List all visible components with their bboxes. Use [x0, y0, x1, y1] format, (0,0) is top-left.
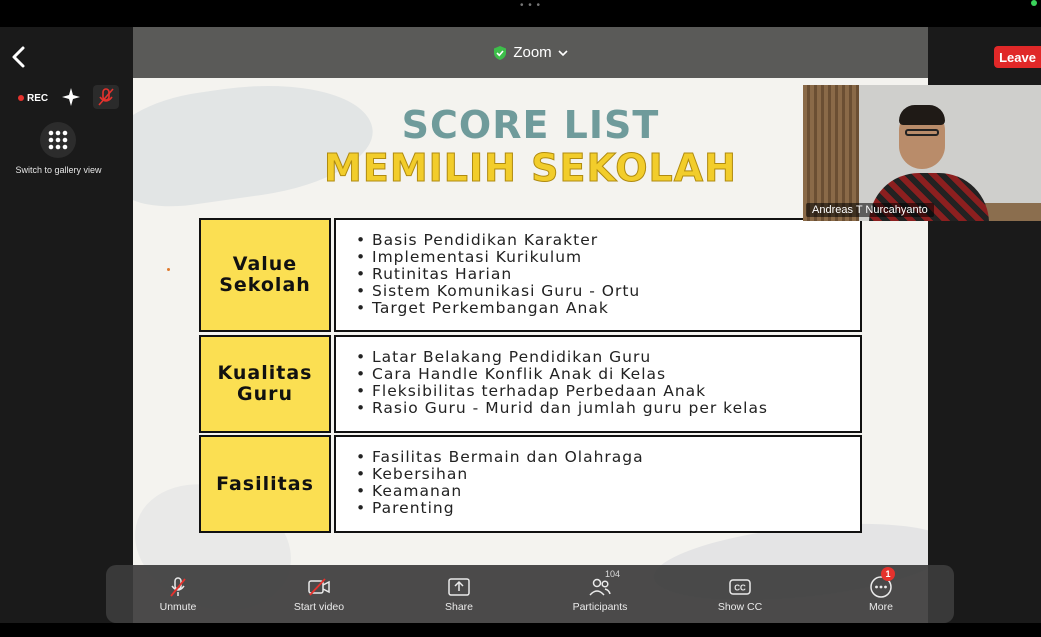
start-video-button[interactable] [274, 565, 364, 623]
closed-caption-icon [728, 575, 752, 599]
share-label: Share [444, 601, 474, 613]
rec-label: REC [27, 92, 49, 104]
participants-count: 104 [605, 569, 621, 579]
unmute-label: Unmute [159, 601, 197, 613]
shield-check-icon [493, 45, 507, 61]
share-screen-icon [447, 575, 471, 599]
criteria-item: • Kebersihan [356, 466, 860, 483]
chevron-down-icon [558, 49, 568, 57]
row-criteria-box [334, 218, 862, 332]
slide-subtitle: MEMILIH SEKOLAH [324, 146, 737, 190]
criteria-item: • Implementasi Kurikulum [356, 249, 860, 266]
show-cc-button[interactable] [695, 565, 785, 623]
criteria-item: • Fleksibilitas terhadap Perbedaan Anak [356, 383, 860, 400]
ai-companion-button[interactable] [60, 86, 82, 108]
shelf-background [983, 203, 1041, 221]
participants-label: Participants [572, 601, 628, 613]
svg-text:CC: CC [734, 583, 746, 593]
recording-indicator[interactable] [18, 88, 56, 108]
top-handle-icon: • • • [520, 0, 542, 11]
sparkle-icon [60, 86, 82, 108]
show-cc-label: Show CC [717, 601, 763, 613]
speaker-glasses [905, 129, 939, 136]
meeting-title-bar[interactable] [133, 27, 928, 78]
criteria-item: • Target Perkembangan Anak [356, 300, 860, 317]
participants-icon [588, 569, 621, 599]
criteria-item: • Cara Handle Konflik Anak di Kelas [356, 366, 860, 383]
criteria-item: • Basis Pendidikan Karakter [356, 232, 860, 249]
participants-button[interactable] [555, 565, 645, 623]
score-row [199, 218, 862, 332]
gallery-view-label: Switch to gallery view [15, 165, 102, 175]
gallery-view-button[interactable] [40, 122, 76, 158]
row-criteria-box [334, 435, 862, 533]
meeting-toolbar [106, 565, 954, 623]
score-row [199, 335, 862, 433]
more-options-icon [869, 569, 893, 599]
active-indicator-icon [1031, 0, 1037, 6]
muted-mic-indicator[interactable] [93, 85, 119, 109]
criteria-item: • Sistem Komunikasi Guru - Ortu [356, 283, 860, 300]
more-button[interactable] [836, 565, 926, 623]
row-category: Fasilitas [199, 435, 331, 533]
speaker-video-tile[interactable] [803, 85, 1041, 221]
unmute-button[interactable] [133, 565, 223, 623]
wood-panel-background [803, 85, 859, 221]
back-button[interactable] [8, 44, 30, 70]
leave-button[interactable]: Leave [994, 46, 1041, 68]
criteria-item: • Keamanan [356, 483, 860, 500]
meeting-title: Zoom [513, 44, 552, 61]
criteria-item: • Latar Belakang Pendidikan Guru [356, 349, 860, 366]
bottom-strip [0, 623, 1041, 637]
chevron-left-icon [8, 44, 30, 70]
criteria-item: • Rasio Guru - Murid dan jumlah guru per kelas [356, 400, 860, 417]
criteria-item: • Rutinitas Harian [356, 266, 860, 283]
notification-badge: 1 [881, 567, 895, 581]
score-row [199, 435, 862, 533]
criteria-item: • Parenting [356, 500, 860, 517]
status-strip [0, 0, 1041, 27]
criteria-item: • Fasilitas Bermain dan Olahraga [356, 449, 860, 466]
more-label: More [869, 601, 893, 613]
row-category: Value Sekolah [199, 218, 331, 332]
decorative-dot [167, 268, 170, 271]
start-video-label: Start video [293, 601, 345, 613]
share-button[interactable] [414, 565, 504, 623]
mic-off-icon [93, 85, 119, 109]
slide-title: SCORE LIST [401, 103, 660, 147]
row-criteria-box [334, 335, 862, 433]
row-category: Kualitas Guru [199, 335, 331, 433]
record-dot-icon [18, 95, 24, 101]
video-off-icon [307, 575, 331, 599]
mic-off-icon [166, 575, 190, 599]
speaker-hair [899, 105, 945, 125]
grid-icon [48, 130, 68, 150]
speaker-name-label: Andreas T Nurcahyanto [806, 203, 934, 217]
